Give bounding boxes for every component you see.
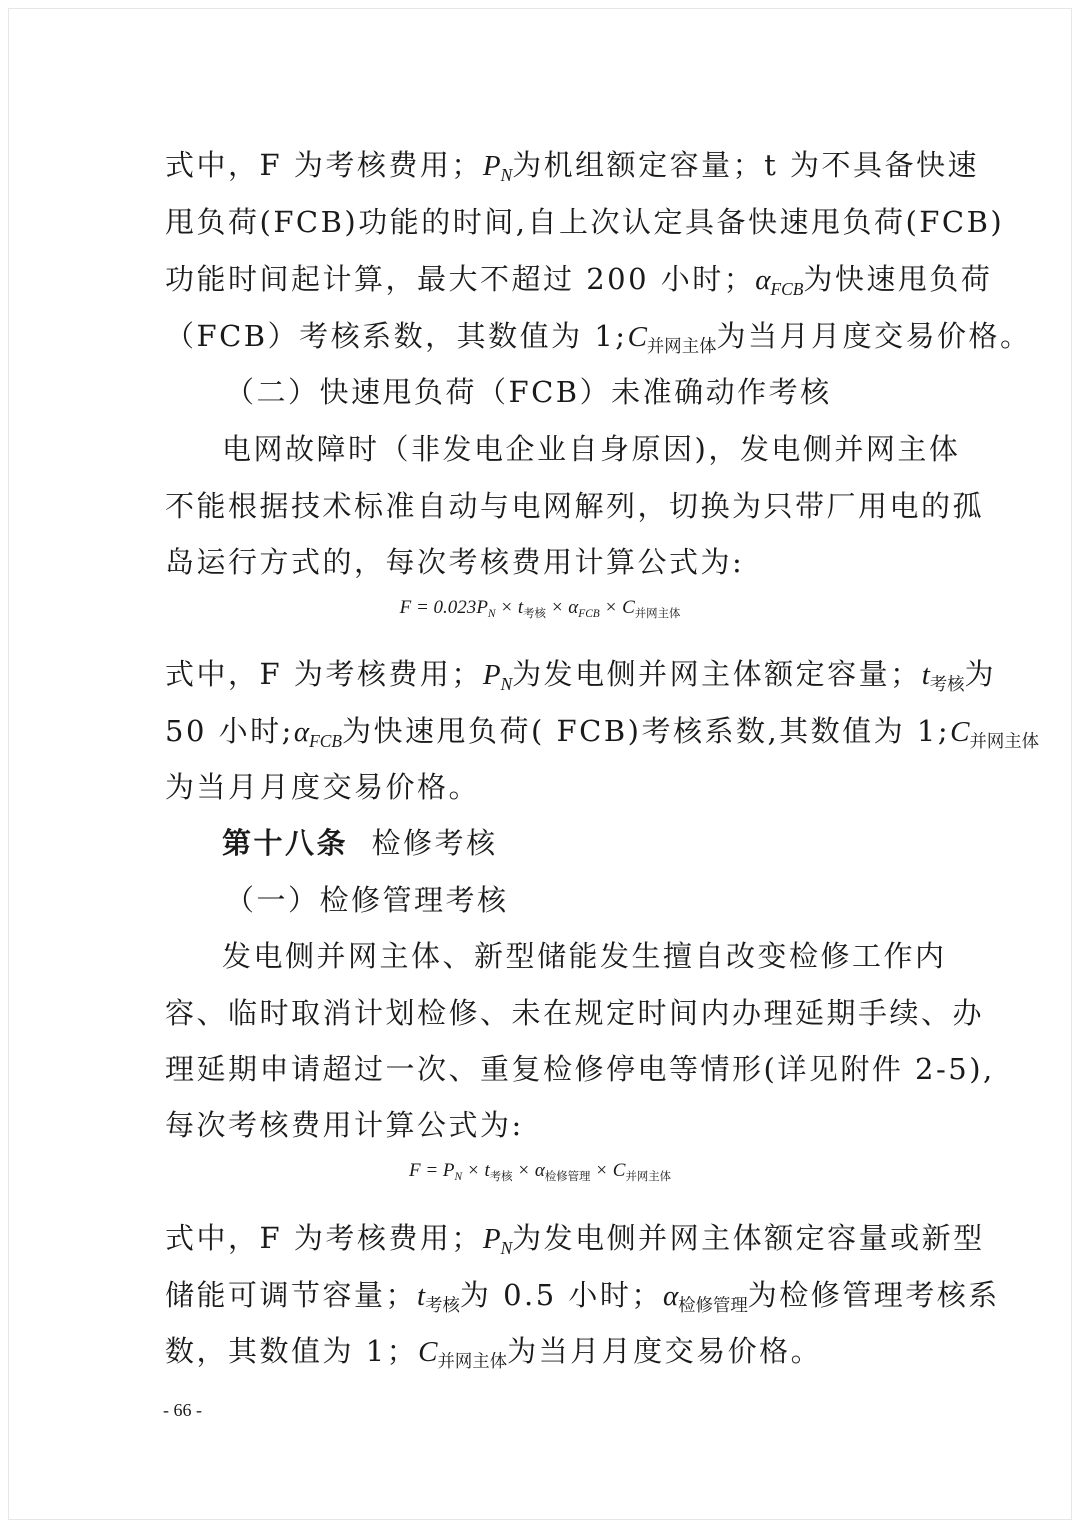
text-line-18: 式中，F 为考核费用；$P_N$为发电侧并网主体额定容量或新型 [165,1221,985,1259]
page-number: - 66 - [163,1400,202,1420]
section-heading-1: （一）检修管理考核 [225,883,509,917]
text-line-19: 储能可调节容量；$t_{考核}$为 0.5 小时；$\alpha_{检修管理}$为检修管理考核系 [165,1278,1000,1316]
symbol-alpha-fcb: $\alpha_{FCB}$ [755,264,804,300]
text-line-10: 50 小时$;\alpha_{FCB}$为快速甩负荷( FCB)考核系数,其数值为 $1;C_{并网主体}$ [165,714,1040,752]
formula-fcb: $F = 0.023P_N \times t_{考核} \times \alpha_{FCB} \times C_{并网主体}$ [399,597,681,620]
symbol-alpha-fcb: $\alpha_{FCB}$ [293,716,342,752]
symbol-pn: $P_N$ [482,150,513,186]
symbol-t-assessment: $t_{考核}$ [417,1280,460,1316]
symbol-pn: $P_N$ [482,1223,513,1259]
symbol-t-assessment: $t_{考核}$ [921,659,965,695]
text-line-9: 式中，F 为考核费用；$P_N$为发电侧并网主体额定容量；$t_{考核}$为 [165,657,997,695]
text-line-15: 容、临时取消计划检修、未在规定时间内办理延期手续、办 [165,996,985,1030]
text-line-11: 为当月月度交易价格。 [165,770,481,804]
formula-maintenance: $F = P_N \times t_{考核} \times \alpha_{检修管理} \times C_{并网主体}$ [408,1160,672,1183]
text-line-4: （FCB）考核系数，其数值为 $1;C_{并网主体}$为当月月度交易价格。 [165,319,1032,357]
symbol-c-grid: $C_{并网主体}$ [950,716,1040,752]
text-line-8: 岛运行方式的，每次考核费用计算公式为: [165,545,745,579]
section-heading-2: （二）快速甩负荷（FCB）未准确动作考核 [225,375,832,409]
text-line-14: 发电侧并网主体、新型储能发生擅自改变检修工作内 [222,939,947,973]
symbol-c-grid: $C_{并网主体}$ [418,1336,508,1372]
text-line-20: 数，其数值为 1；$C_{并网主体}$为当月月度交易价格。 [165,1334,823,1372]
text-line-2: 甩负荷(FCB)功能的时间,自上次认定具备快速甩负荷(FCB) [165,205,1005,239]
symbol-c-grid: $C_{并网主体}$ [627,321,717,357]
text-line-3: 功能时间起计算，最大不超过 200 小时；$\alpha_{FCB}$为快速甩负荷 [165,262,993,300]
text-line-7: 不能根据技术标准自动与电网解列，切换为只带厂用电的孤 [165,489,985,523]
text-line-1: 式中，F 为考核费用；$P_N$为机组额定容量；t 为不具备快速 [165,148,980,186]
text-line-17: 每次考核费用计算公式为: [165,1108,524,1142]
text-line-6: 电网故障时（非发电企业自身原因)，发电侧并网主体 [222,432,961,466]
text-line-16: 理延期申请超过一次、重复检修停电等情形(详见附件 2-5), [165,1052,995,1086]
article-heading-18: 第十八条 检修考核 [222,826,498,860]
symbol-pn: $P_N$ [482,659,513,695]
symbol-alpha-maintenance: $\alpha_{检修管理}$ [662,1280,748,1316]
